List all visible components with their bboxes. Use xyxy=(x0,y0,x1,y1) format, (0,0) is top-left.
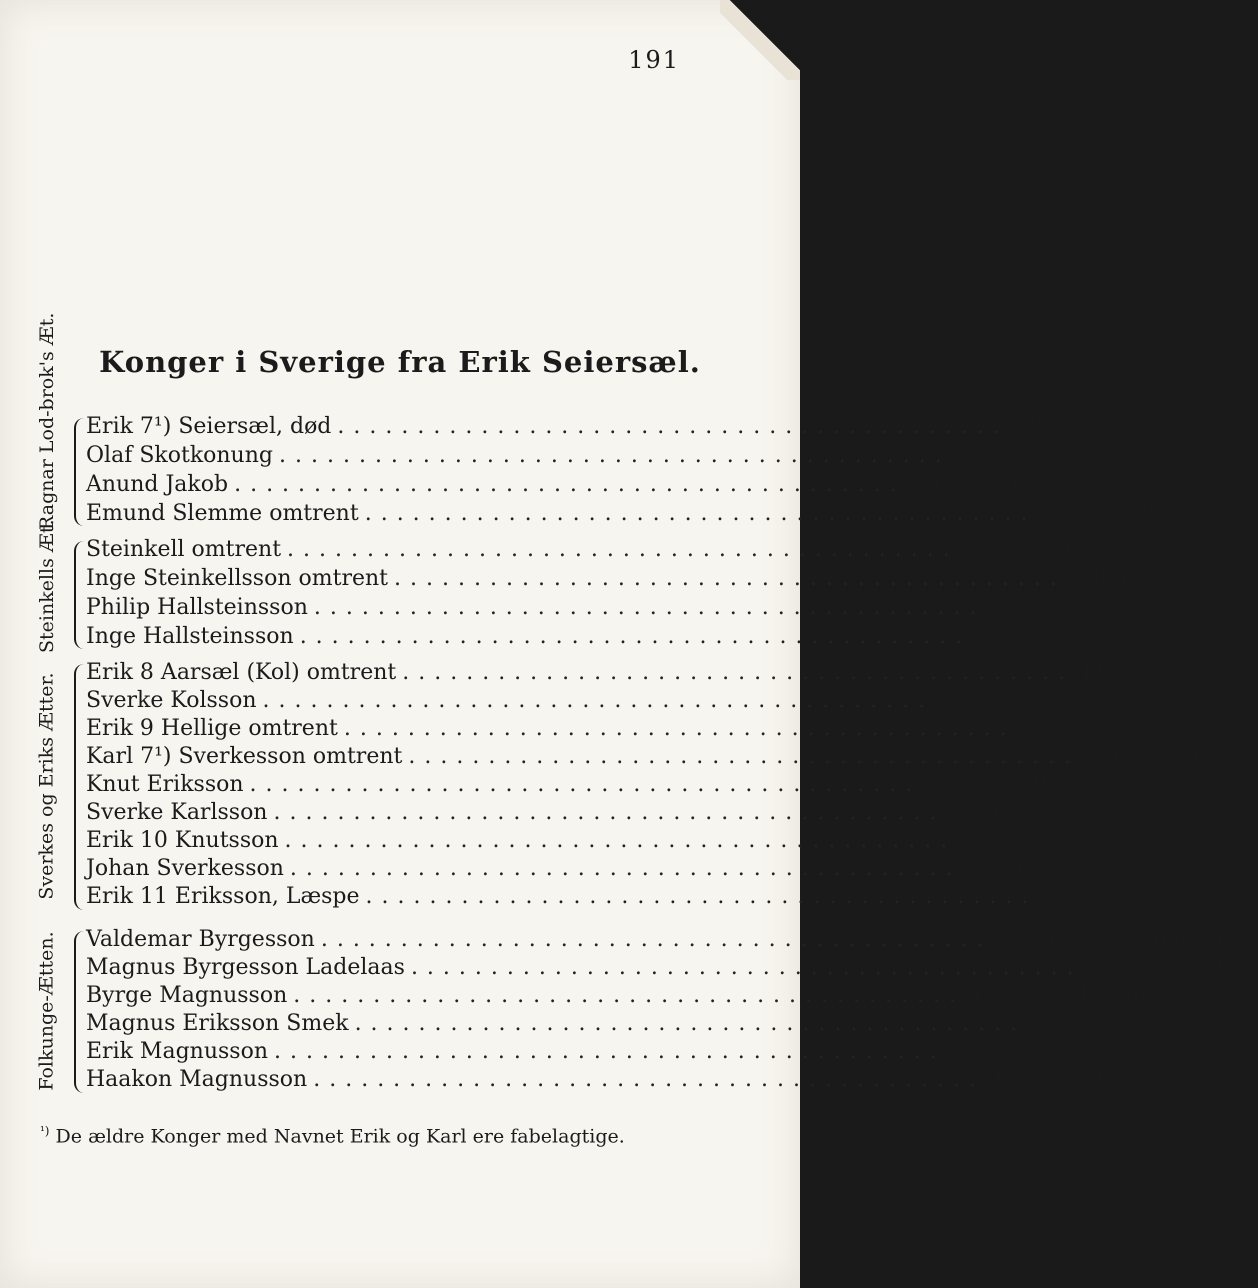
leader-dots: .......................................... xyxy=(262,688,935,713)
reign-years: 1216—1222. xyxy=(967,856,1109,881)
king-name: Sverke Kolsson xyxy=(86,688,257,713)
king-name: Olaf Skotkonung xyxy=(86,443,273,468)
king-name: Byrge Magnusson xyxy=(86,983,288,1008)
footnote-marker: ¹) xyxy=(40,1124,50,1138)
king-row xyxy=(86,955,1230,983)
king-row xyxy=(86,983,1231,1011)
leader-dots: .......................................... xyxy=(284,828,957,853)
king-row xyxy=(86,744,1228,772)
dynasty-label: Ragnar Lod-brok's Æt. xyxy=(36,312,58,530)
king-name: Karl 7¹) Sverkesson omtrent xyxy=(86,744,403,769)
dynasty-group-sverke-erik xyxy=(18,658,1228,914)
reign-years: 1132—1155. xyxy=(940,688,1082,713)
king-row xyxy=(86,688,1082,716)
leader-dots: .......................................... xyxy=(278,443,951,468)
king-row xyxy=(86,1067,1132,1095)
reign-years: 1056—1067. xyxy=(964,537,1106,562)
leader-dots: .......................................... xyxy=(337,414,1010,439)
king-row xyxy=(86,501,1184,529)
brace-icon xyxy=(74,664,86,910)
page-title: Konger i Sverige fra Erik Seiersæl. xyxy=(99,345,701,379)
king-row xyxy=(86,927,1258,955)
king-name: Erik 11 Eriksson, Læspe xyxy=(86,884,360,909)
brace-icon xyxy=(74,418,86,526)
king-row xyxy=(86,595,1133,623)
king-name: Erik 9 Hellige omtrent xyxy=(86,716,338,741)
folded-corner xyxy=(720,0,800,80)
leader-dots: .......................................... xyxy=(289,856,962,881)
king-row xyxy=(86,537,1106,565)
reign-years: 1120. xyxy=(1079,660,1143,685)
king-row xyxy=(86,443,1084,471)
dynasty-label: Steinkells Æt. xyxy=(36,519,58,653)
leader-dots: .......................................... xyxy=(402,660,1074,685)
footnote-text: De ældre Konger med Navnet Erik og Karl ere fabelagtige. xyxy=(55,1125,625,1148)
reign-years: 1021—1052. xyxy=(911,472,1053,497)
reign-years: 1052—1055. xyxy=(1042,501,1184,526)
king-name: Anund Jakob xyxy=(86,472,229,497)
leader-dots: .......................................... xyxy=(287,537,959,562)
page-number: 191 xyxy=(628,46,680,74)
leader-dots: .......................................... xyxy=(293,983,965,1008)
leader-dots: .......................................... xyxy=(354,1011,1027,1036)
reign-years: 1111—1118. xyxy=(991,595,1133,620)
leader-dots: .......................................... xyxy=(394,566,1066,591)
king-name: Haakon Magnusson xyxy=(86,1067,308,1092)
reign-years: 1319—1362. xyxy=(1032,1011,1174,1036)
king-name: Inge Steinkellsson omtrent xyxy=(86,566,388,591)
king-name: Magnus Byrgesson Ladelaas xyxy=(86,955,405,980)
reign-years: 1160—1167. xyxy=(1086,744,1228,769)
reign-years: 1362—1363. xyxy=(990,1067,1132,1092)
reign-years: 1150—1160. xyxy=(1021,716,1163,741)
footnote xyxy=(40,1124,740,1147)
leader-dots: .......................................... xyxy=(274,1039,946,1064)
king-name: Erik Magnusson xyxy=(86,1039,268,1064)
king-name: Emund Slemme omtrent xyxy=(86,501,359,526)
reign-years: 1290—1318, død 1321. xyxy=(970,983,1231,1008)
king-row xyxy=(86,1011,1174,1039)
king-row xyxy=(86,1039,1093,1067)
leader-dots: .......................................... xyxy=(249,772,922,797)
king-row xyxy=(86,660,1143,688)
leader-dots: .......................................... xyxy=(408,744,1081,769)
leader-dots: .......................................... xyxy=(410,955,1083,980)
king-name: Sverke Karlsson xyxy=(86,800,268,825)
king-name: Steinkell omtrent xyxy=(86,537,282,562)
king-row xyxy=(86,566,1213,594)
king-row xyxy=(86,884,1185,912)
reign-years: 1222—1250. xyxy=(1043,884,1185,909)
brace-icon xyxy=(74,541,86,649)
leader-dots: .......................................... xyxy=(273,800,946,825)
king-row xyxy=(86,772,1069,800)
king-row xyxy=(86,800,1093,828)
king-row xyxy=(86,414,1065,442)
king-name: Johan Sverkesson xyxy=(86,856,284,881)
brace-icon xyxy=(74,931,86,1093)
leader-dots: .......................................... xyxy=(313,1067,985,1092)
reign-years: 1196—1210. xyxy=(951,800,1093,825)
leader-dots: .......................................... xyxy=(313,595,986,620)
reign-years: 1167—1195. xyxy=(927,772,1069,797)
leader-dots: .......................................... xyxy=(234,472,906,497)
reign-years: 1355—1359. xyxy=(951,1039,1093,1064)
king-name: Erik 8 Aarsæl (Kol) omtrent xyxy=(86,660,397,685)
reign-years: 995. xyxy=(1015,414,1065,439)
king-name: Inge Hallsteinsson xyxy=(86,624,294,649)
king-name: Knut Eriksson xyxy=(86,772,244,797)
king-row xyxy=(86,716,1163,744)
reign-years: 995—1021. xyxy=(956,443,1084,468)
dynasty-label: Folkunge-Ætten. xyxy=(36,931,59,1091)
leader-dots: .......................................... xyxy=(320,927,993,952)
king-name: Magnus Eriksson Smek xyxy=(86,1011,349,1036)
king-name: Philip Hallsteinsson xyxy=(86,595,308,620)
leader-dots: .......................................... xyxy=(343,716,1016,741)
reign-years: 1111—1123. xyxy=(977,624,1119,649)
reign-years: 1210—1216. xyxy=(962,828,1104,853)
king-name: Valdemar Byrgesson xyxy=(86,927,315,952)
leader-dots: .......................................... xyxy=(299,624,972,649)
king-row xyxy=(86,472,1053,500)
leader-dots: .......................................... xyxy=(365,884,1038,909)
reign-years: 1080—1111. xyxy=(1071,566,1213,591)
king-row xyxy=(86,828,1104,856)
king-row xyxy=(86,624,1119,652)
king-name: Erik 10 Knutsson xyxy=(86,828,279,853)
king-row xyxy=(86,856,1109,884)
dynasty-group-steinkell xyxy=(18,519,1213,653)
king-name: Erik 7¹) Seiersæl, død xyxy=(86,414,332,439)
dynasty-label: Sverkes og Eriks Ætter. xyxy=(36,672,59,900)
dynasty-group-folkunge xyxy=(18,925,1258,1097)
reign-years: 1276—1290. xyxy=(1088,955,1230,980)
reign-years: 1250—1278, død 1302. xyxy=(998,927,1258,952)
leader-dots: .......................................... xyxy=(364,501,1037,526)
